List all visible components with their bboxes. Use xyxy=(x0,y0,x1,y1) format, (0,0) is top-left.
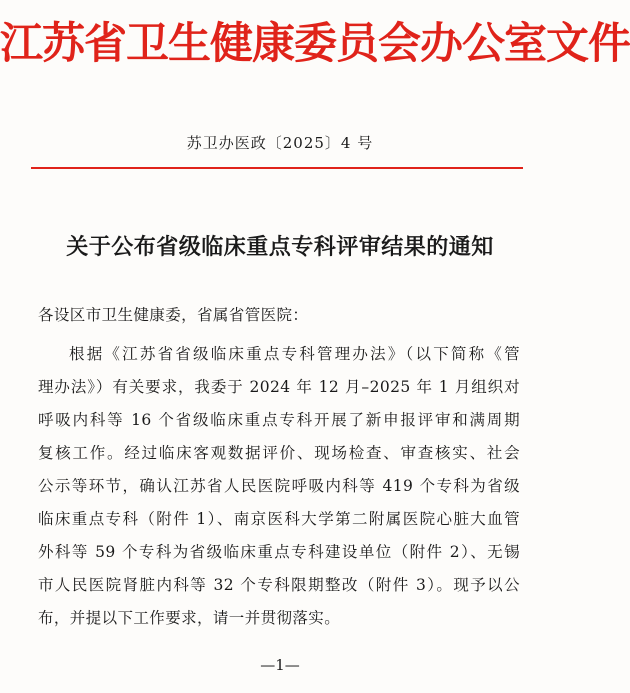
paragraph-line: 公示等环节，确认江苏省人民医院呼吸内科等 419 个专科为省级 xyxy=(38,477,520,495)
document-number: 苏卫办医政〔2025〕4 号 xyxy=(186,134,374,152)
paragraph-line: 布，并提以下工作要求，请一并贯彻落实。 xyxy=(38,609,341,627)
page-number: —1— xyxy=(260,656,300,674)
salutation: 各设区市卫生健康委，省属省管医院： xyxy=(38,306,309,324)
notice-title: 关于公布省级临床重点专科评审结果的通知 xyxy=(66,234,494,260)
paragraph-line: 呼吸内科等 16 个省级临床重点专科开展了新申报评审和满周期 xyxy=(38,411,520,429)
paragraph-line: 根据《江苏省省级临床重点专科管理办法》（以下简称《管 xyxy=(69,345,520,363)
body-paragraph xyxy=(38,338,520,635)
paragraph-line: 临床重点专科（附件 1）、南京医科大学第二附属医院心脏大血管 xyxy=(38,510,520,528)
paragraph-line: 市人民医院肾脏内科等 32 个专科限期整改（附件 3）。现予以公 xyxy=(38,576,520,594)
paragraph-line: 理办法》）有关要求，我委于 2024 年 12 月–2025 年 1 月组织对 xyxy=(38,378,520,396)
paragraph-line: 外科等 59 个专科为省级临床重点专科建设单位（附件 2）、无锡 xyxy=(38,543,520,561)
issuing-organization-title: 江苏省卫生健康委员会办公室文件 xyxy=(0,19,630,69)
red-divider-line xyxy=(31,167,523,169)
paragraph-line: 复核工作。经过临床客观数据评价、现场检查、审查核实、社会 xyxy=(38,444,520,462)
